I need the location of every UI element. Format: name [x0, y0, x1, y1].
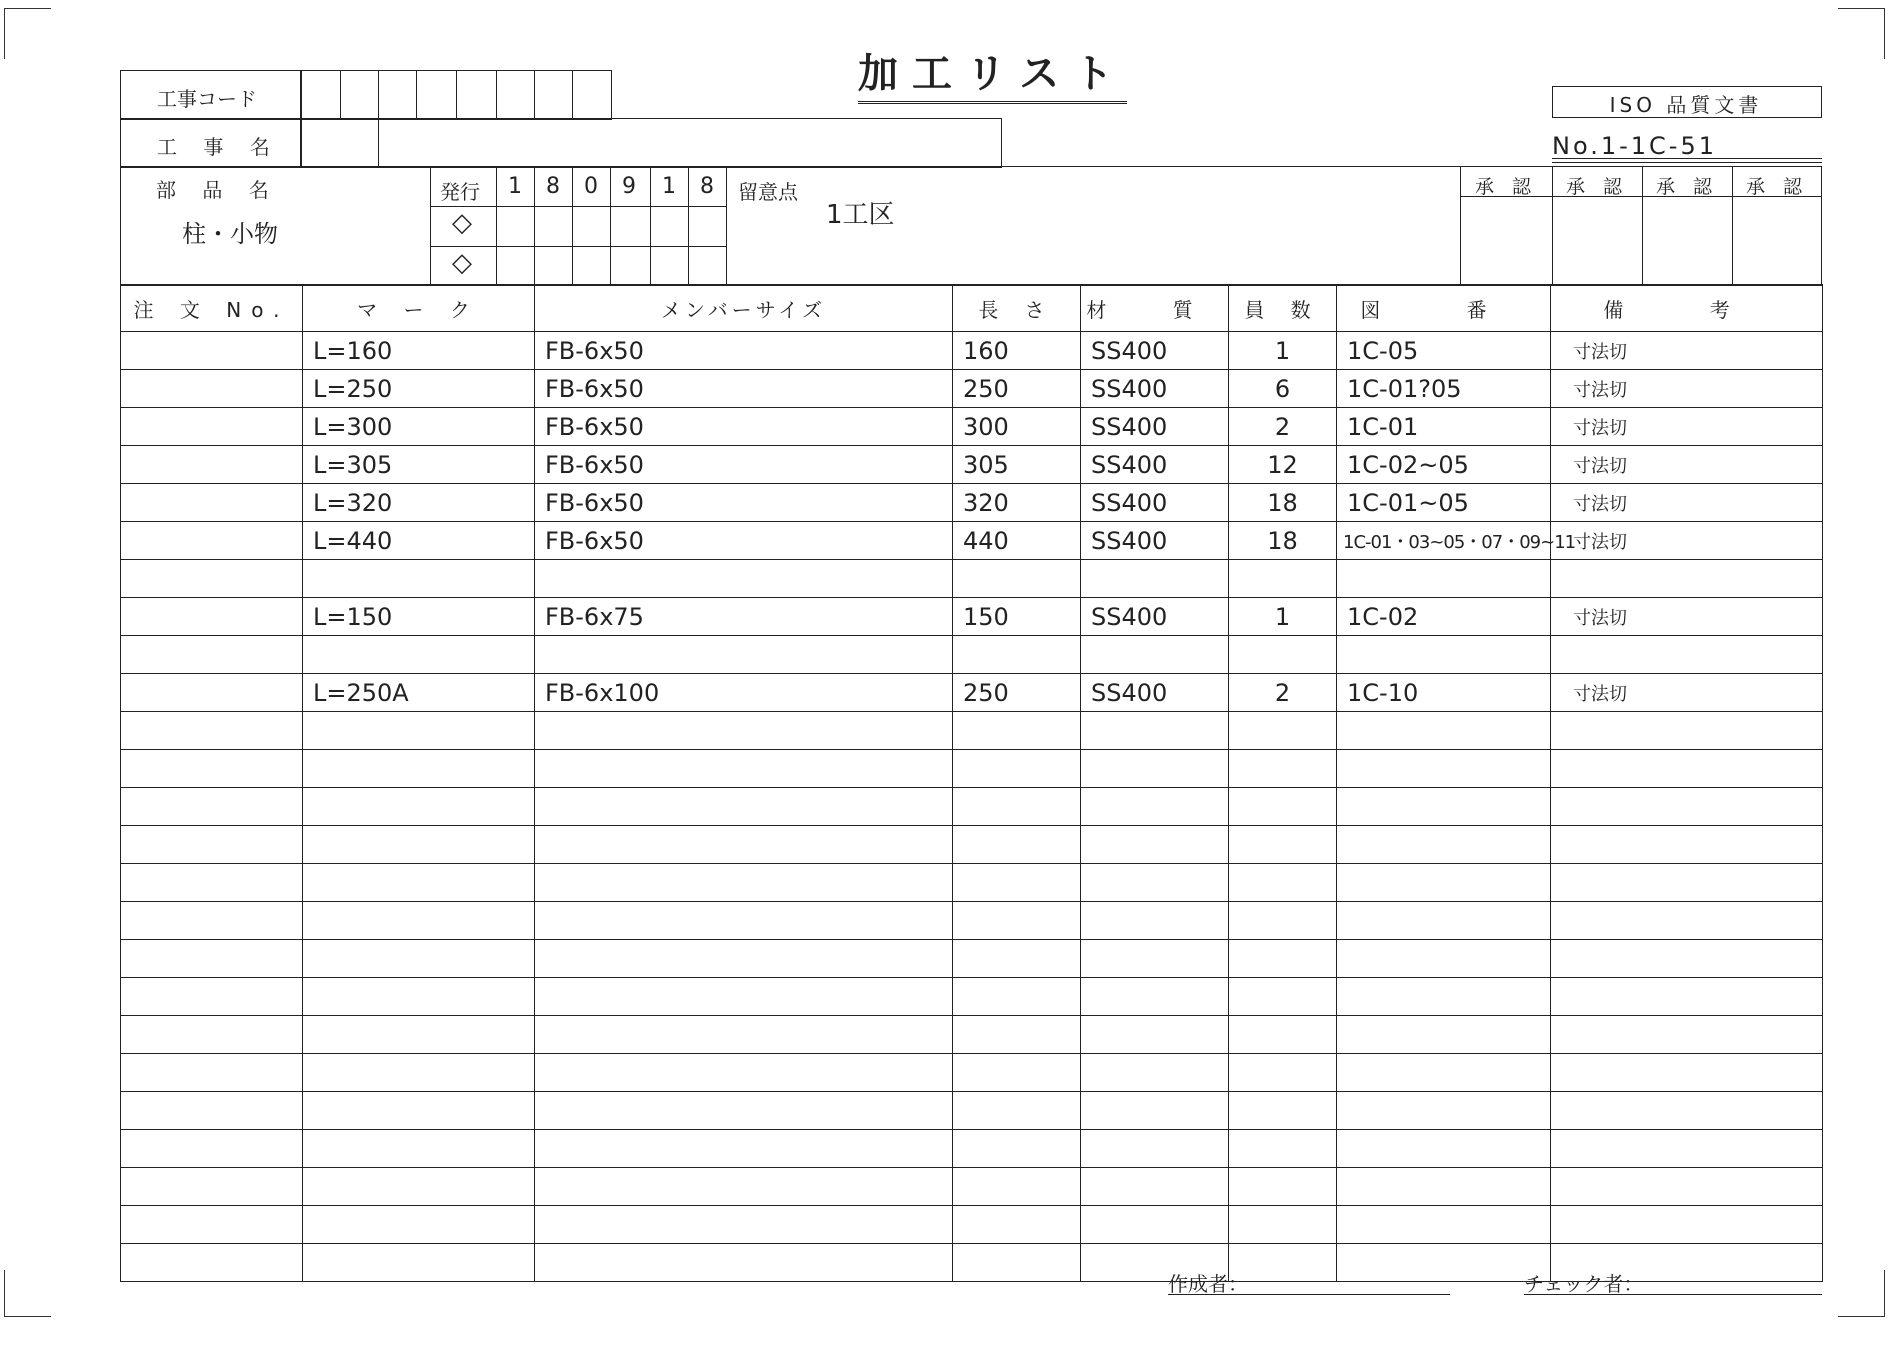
cell-mark[interactable]	[303, 864, 535, 902]
table-row	[121, 560, 1823, 598]
cell-length[interactable]	[953, 788, 1081, 826]
cell-material[interactable]	[1081, 1054, 1229, 1092]
table-row	[121, 1130, 1823, 1168]
cell-qty[interactable]	[1229, 712, 1337, 750]
cell-member[interactable]	[535, 1092, 953, 1130]
cell-drawing[interactable]	[1337, 1130, 1551, 1168]
cell-drawing[interactable]	[1337, 560, 1551, 598]
table-row	[121, 522, 1823, 560]
cell-order[interactable]	[121, 598, 303, 636]
cell-note[interactable]: 寸法切	[1551, 598, 1823, 636]
cell-mark[interactable]	[303, 1168, 535, 1206]
cell-order[interactable]	[121, 674, 303, 712]
table-row	[121, 750, 1823, 788]
cell-qty[interactable]: 1	[1229, 332, 1337, 370]
cell-mark[interactable]	[303, 1054, 535, 1092]
issue-digit: 8	[700, 174, 714, 199]
cell-drawing[interactable]: 1C-02~05	[1337, 446, 1551, 484]
table-row	[121, 332, 1823, 370]
code-divider	[534, 70, 535, 120]
table-row	[121, 788, 1823, 826]
table-row	[121, 1054, 1823, 1092]
cell-order[interactable]	[121, 332, 303, 370]
approval-label: 承 認	[1745, 176, 1809, 198]
cell-mark[interactable]: L=250A	[303, 674, 535, 712]
crop-mark-bottom-left	[4, 1270, 51, 1317]
cell-qty[interactable]	[1229, 902, 1337, 940]
column-header: 図 番	[1337, 285, 1551, 332]
cell-drawing[interactable]	[1337, 1016, 1551, 1054]
cell-material[interactable]	[1081, 1092, 1229, 1130]
table-row	[121, 1206, 1823, 1244]
issue-grid-line	[430, 246, 726, 247]
author-label: 作成者：	[1168, 1272, 1248, 1296]
cell-length[interactable]	[953, 560, 1081, 598]
cell-material[interactable]	[1081, 560, 1229, 598]
cell-mark[interactable]	[303, 1206, 535, 1244]
cell-drawing[interactable]	[1337, 636, 1551, 674]
crop-mark-bottom-right	[1838, 1270, 1885, 1317]
cell-mark[interactable]	[303, 1092, 535, 1130]
cell-order[interactable]	[121, 712, 303, 750]
cell-note[interactable]	[1551, 1206, 1823, 1244]
project-name-field[interactable]	[300, 118, 1002, 168]
cell-order[interactable]	[121, 826, 303, 864]
cell-length[interactable]	[953, 902, 1081, 940]
table-row	[121, 674, 1823, 712]
code-divider	[572, 70, 573, 120]
iso-document-label: ISO 品質文書	[1609, 93, 1763, 117]
cell-mark[interactable]	[303, 788, 535, 826]
author-signature-line[interactable]	[1168, 1294, 1450, 1295]
cell-qty[interactable]	[1229, 636, 1337, 674]
cell-material[interactable]: SS400	[1081, 408, 1229, 446]
project-code-label-cell	[120, 70, 302, 120]
cell-material[interactable]: SS400	[1081, 446, 1229, 484]
column-header: メンバーサイズ	[535, 285, 953, 332]
cell-qty[interactable]: 12	[1229, 446, 1337, 484]
cell-qty[interactable]: 1	[1229, 598, 1337, 636]
cell-note[interactable]	[1551, 788, 1823, 826]
cell-member[interactable]	[535, 1206, 953, 1244]
code-divider	[456, 70, 457, 120]
cell-length[interactable]: 250	[953, 674, 1081, 712]
issue-digit: 1	[662, 174, 676, 199]
cell-note[interactable]	[1551, 940, 1823, 978]
table-header-row	[121, 285, 1823, 332]
project-name-label: 工 事 名	[157, 135, 280, 159]
column-header: 材 質	[1081, 285, 1229, 332]
cell-length[interactable]	[953, 826, 1081, 864]
table-row	[121, 484, 1823, 522]
cell-member[interactable]	[535, 1016, 953, 1054]
cell-length[interactable]: 440	[953, 522, 1081, 560]
cell-length[interactable]: 320	[953, 484, 1081, 522]
crop-mark-top-right	[1838, 8, 1885, 59]
cell-qty[interactable]	[1229, 1130, 1337, 1168]
cell-length[interactable]	[953, 750, 1081, 788]
iso-document-box	[1552, 86, 1822, 118]
cell-mark[interactable]: L=250	[303, 370, 535, 408]
part-name-value: 柱・小物	[182, 220, 278, 248]
cell-length[interactable]	[953, 978, 1081, 1016]
cell-material[interactable]	[1081, 978, 1229, 1016]
cell-length[interactable]	[953, 940, 1081, 978]
table-row	[121, 826, 1823, 864]
table-row	[121, 978, 1823, 1016]
cell-drawing[interactable]: 1C-10	[1337, 674, 1551, 712]
cell-order[interactable]	[121, 864, 303, 902]
cell-order[interactable]	[121, 1206, 303, 1244]
cell-length[interactable]	[953, 1244, 1081, 1282]
cell-mark[interactable]	[303, 1130, 535, 1168]
checker-label: チェック者：	[1524, 1272, 1644, 1296]
cell-qty[interactable]	[1229, 940, 1337, 978]
cell-qty[interactable]	[1229, 1016, 1337, 1054]
cell-mark[interactable]: L=440	[303, 522, 535, 560]
cell-order[interactable]	[121, 370, 303, 408]
cell-note[interactable]	[1551, 1130, 1823, 1168]
issue-label: 発行	[440, 180, 480, 204]
cell-order[interactable]	[121, 1168, 303, 1206]
cell-note[interactable]	[1551, 978, 1823, 1016]
cell-drawing[interactable]: 1C-01?05	[1337, 370, 1551, 408]
cell-mark[interactable]	[303, 1244, 535, 1282]
cell-material[interactable]	[1081, 1168, 1229, 1206]
code-divider	[340, 70, 341, 120]
cell-material[interactable]: SS400	[1081, 522, 1229, 560]
cell-member[interactable]	[535, 788, 953, 826]
approval-label: 承 認	[1474, 176, 1538, 198]
cell-note[interactable]: 寸法切	[1551, 332, 1823, 370]
cell-mark[interactable]	[303, 560, 535, 598]
checker-signature-line[interactable]	[1524, 1294, 1822, 1295]
items-body	[121, 332, 1823, 1282]
code-divider	[496, 70, 497, 120]
cell-drawing[interactable]: 1C-01・03~05・07・09~11	[1337, 522, 1551, 560]
table-row	[121, 1168, 1823, 1206]
issue-grid-line	[726, 166, 727, 286]
table-row	[121, 902, 1823, 940]
cell-mark[interactable]: L=320	[303, 484, 535, 522]
cell-member[interactable]	[535, 864, 953, 902]
cell-mark[interactable]	[303, 1016, 535, 1054]
project-name-label-cell	[120, 118, 302, 168]
cell-member[interactable]	[535, 1244, 953, 1282]
cell-note[interactable]	[1551, 826, 1823, 864]
cell-order[interactable]	[121, 1244, 303, 1282]
cell-member[interactable]	[535, 750, 953, 788]
cell-material[interactable]	[1081, 750, 1229, 788]
column-header: 注 文 No.	[121, 285, 303, 332]
cell-material[interactable]: SS400	[1081, 598, 1229, 636]
cell-qty[interactable]: 2	[1229, 674, 1337, 712]
cell-note[interactable]	[1551, 902, 1823, 940]
cell-note[interactable]	[1551, 1016, 1823, 1054]
cell-note[interactable]	[1551, 864, 1823, 902]
cell-member[interactable]	[535, 560, 953, 598]
cell-mark[interactable]	[303, 712, 535, 750]
cell-drawing[interactable]: 1C-01	[1337, 408, 1551, 446]
cell-mark[interactable]: L=160	[303, 332, 535, 370]
part-name-label: 部 品 名	[156, 178, 279, 202]
cell-drawing[interactable]	[1337, 788, 1551, 826]
cell-member[interactable]: FB-6x50	[535, 522, 953, 560]
cell-length[interactable]	[953, 1016, 1081, 1054]
cell-mark[interactable]	[303, 940, 535, 978]
column-header: 長 さ	[953, 285, 1081, 332]
cell-member[interactable]: FB-6x75	[535, 598, 953, 636]
issue-digit: 1	[508, 174, 522, 199]
cell-material[interactable]	[1081, 864, 1229, 902]
cell-drawing[interactable]: 1C-05	[1337, 332, 1551, 370]
cell-material[interactable]	[1081, 826, 1229, 864]
cell-qty[interactable]	[1229, 788, 1337, 826]
cell-drawing[interactable]	[1337, 940, 1551, 978]
cell-qty[interactable]	[1229, 1206, 1337, 1244]
cell-qty[interactable]	[1229, 978, 1337, 1016]
cell-material[interactable]	[1081, 940, 1229, 978]
cell-note[interactable]	[1551, 750, 1823, 788]
issue-digit: 9	[622, 174, 636, 199]
table-row	[121, 1092, 1823, 1130]
cell-member[interactable]	[535, 1130, 953, 1168]
cell-order[interactable]	[121, 484, 303, 522]
revision-diamond-icon: ◇	[452, 248, 472, 278]
table-row	[121, 864, 1823, 902]
cell-order[interactable]	[121, 1054, 303, 1092]
cell-drawing[interactable]	[1337, 978, 1551, 1016]
cell-note[interactable]	[1551, 1168, 1823, 1206]
cell-order[interactable]	[121, 902, 303, 940]
cell-length[interactable]	[953, 1092, 1081, 1130]
cell-qty[interactable]	[1229, 864, 1337, 902]
cell-order[interactable]	[121, 1130, 303, 1168]
cell-length[interactable]	[953, 1054, 1081, 1092]
cell-order[interactable]	[121, 750, 303, 788]
cell-drawing[interactable]: 1C-02	[1337, 598, 1551, 636]
cell-length[interactable]: 160	[953, 332, 1081, 370]
cell-material[interactable]: SS400	[1081, 332, 1229, 370]
cell-length[interactable]	[953, 864, 1081, 902]
cell-member[interactable]	[535, 1054, 953, 1092]
cell-length[interactable]: 250	[953, 370, 1081, 408]
cell-order[interactable]	[121, 446, 303, 484]
cell-material[interactable]	[1081, 788, 1229, 826]
column-header: 員 数	[1229, 285, 1337, 332]
issue-grid-line	[430, 206, 726, 207]
cell-member[interactable]	[535, 940, 953, 978]
cell-drawing[interactable]	[1337, 750, 1551, 788]
cell-length[interactable]	[953, 1206, 1081, 1244]
column-header: 備 考	[1551, 285, 1823, 332]
cell-order[interactable]	[121, 940, 303, 978]
cell-order[interactable]	[121, 788, 303, 826]
cell-member[interactable]	[535, 902, 953, 940]
cell-note[interactable]	[1551, 1092, 1823, 1130]
items-table	[120, 284, 1823, 1282]
cell-order[interactable]	[121, 408, 303, 446]
cell-qty[interactable]	[1229, 1054, 1337, 1092]
cell-material[interactable]: SS400	[1081, 674, 1229, 712]
cell-drawing[interactable]	[1337, 712, 1551, 750]
cell-order[interactable]	[121, 522, 303, 560]
cell-material[interactable]	[1081, 902, 1229, 940]
project-code-label: 工事コード	[157, 87, 257, 111]
cell-material[interactable]	[1081, 1016, 1229, 1054]
cell-material[interactable]	[1081, 636, 1229, 674]
cell-note[interactable]: 寸法切	[1551, 484, 1823, 522]
issue-digit: 0	[584, 174, 598, 199]
document-number: No.1-1C-51	[1552, 132, 1717, 160]
cell-material[interactable]	[1081, 1130, 1229, 1168]
cell-material[interactable]	[1081, 1206, 1229, 1244]
cell-qty[interactable]	[1229, 750, 1337, 788]
cell-order[interactable]	[121, 1092, 303, 1130]
cell-order[interactable]	[121, 560, 303, 598]
cell-member[interactable]: FB-6x50	[535, 370, 953, 408]
cell-note[interactable]	[1551, 712, 1823, 750]
cell-drawing[interactable]	[1337, 1206, 1551, 1244]
table-row	[121, 598, 1823, 636]
cell-qty[interactable]	[1229, 1168, 1337, 1206]
cell-qty[interactable]	[1229, 1092, 1337, 1130]
cell-drawing[interactable]	[1337, 826, 1551, 864]
cell-material[interactable]	[1081, 712, 1229, 750]
cell-mark[interactable]	[303, 826, 535, 864]
cell-drawing[interactable]	[1337, 1244, 1551, 1282]
cell-drawing[interactable]	[1337, 864, 1551, 902]
cell-qty[interactable]	[1229, 826, 1337, 864]
cell-length[interactable]	[953, 712, 1081, 750]
cell-qty[interactable]: 2	[1229, 408, 1337, 446]
cell-length[interactable]: 305	[953, 446, 1081, 484]
cell-material[interactable]: SS400	[1081, 484, 1229, 522]
cursor-mark	[378, 120, 379, 166]
cell-qty[interactable]: 18	[1229, 522, 1337, 560]
cell-mark[interactable]: L=150	[303, 598, 535, 636]
cell-member[interactable]: FB-6x50	[535, 408, 953, 446]
cell-length[interactable]	[953, 1130, 1081, 1168]
cell-mark[interactable]: L=300	[303, 408, 535, 446]
doc-number-underline	[1552, 158, 1822, 159]
table-row	[121, 1016, 1823, 1054]
cell-drawing[interactable]	[1337, 902, 1551, 940]
page-title: 加工リスト	[858, 42, 1127, 104]
cell-length[interactable]: 150	[953, 598, 1081, 636]
cell-member[interactable]	[535, 1168, 953, 1206]
approval-label: 承 認	[1655, 176, 1719, 198]
table-row	[121, 370, 1823, 408]
column-header: マ ー ク	[303, 285, 535, 332]
cell-mark[interactable]	[303, 636, 535, 674]
cell-length[interactable]: 300	[953, 408, 1081, 446]
cell-mark[interactable]	[303, 750, 535, 788]
code-divider	[378, 70, 379, 120]
cell-note[interactable]	[1551, 1054, 1823, 1092]
cell-member[interactable]	[535, 636, 953, 674]
table-row	[121, 940, 1823, 978]
cell-material[interactable]: SS400	[1081, 370, 1229, 408]
issue-digit: 8	[546, 174, 560, 199]
cell-drawing[interactable]	[1337, 1168, 1551, 1206]
cell-order[interactable]	[121, 978, 303, 1016]
cell-mark[interactable]	[303, 902, 535, 940]
cell-length[interactable]	[953, 636, 1081, 674]
cell-member[interactable]	[535, 978, 953, 1016]
table-row	[121, 446, 1823, 484]
cell-drawing[interactable]: 1C-01~05	[1337, 484, 1551, 522]
cell-length[interactable]	[953, 1168, 1081, 1206]
cell-note[interactable]	[1551, 560, 1823, 598]
notes-label: 留意点	[738, 180, 798, 204]
cell-note[interactable]: 寸法切	[1551, 446, 1823, 484]
cell-note[interactable]: 寸法切	[1551, 674, 1823, 712]
cell-member[interactable]	[535, 826, 953, 864]
cell-member[interactable]: FB-6x50	[535, 484, 953, 522]
cell-mark[interactable]: L=305	[303, 446, 535, 484]
notes-value: 1工区	[826, 200, 895, 230]
cell-drawing[interactable]	[1337, 1054, 1551, 1092]
cell-member[interactable]	[535, 712, 953, 750]
doc-number-underline-2	[1552, 162, 1822, 163]
cell-note[interactable]: 寸法切	[1551, 370, 1823, 408]
cell-member[interactable]: FB-6x100	[535, 674, 953, 712]
cell-qty[interactable]: 18	[1229, 484, 1337, 522]
approval-label: 承 認	[1565, 176, 1629, 198]
cell-mark[interactable]	[303, 978, 535, 1016]
cell-member[interactable]: FB-6x50	[535, 332, 953, 370]
cell-member[interactable]: FB-6x50	[535, 446, 953, 484]
cell-note[interactable]: 寸法切	[1551, 522, 1823, 560]
table-row	[121, 712, 1823, 750]
cell-order[interactable]	[121, 636, 303, 674]
crop-mark-top-left	[4, 8, 51, 59]
table-row	[121, 408, 1823, 446]
cell-qty[interactable]: 6	[1229, 370, 1337, 408]
cell-drawing[interactable]	[1337, 1092, 1551, 1130]
code-divider	[416, 70, 417, 120]
cell-note[interactable]	[1551, 636, 1823, 674]
table-row	[121, 636, 1823, 674]
cell-note[interactable]: 寸法切	[1551, 408, 1823, 446]
cell-order[interactable]	[121, 1016, 303, 1054]
cell-qty[interactable]	[1229, 560, 1337, 598]
revision-diamond-icon: ◇	[452, 208, 472, 238]
